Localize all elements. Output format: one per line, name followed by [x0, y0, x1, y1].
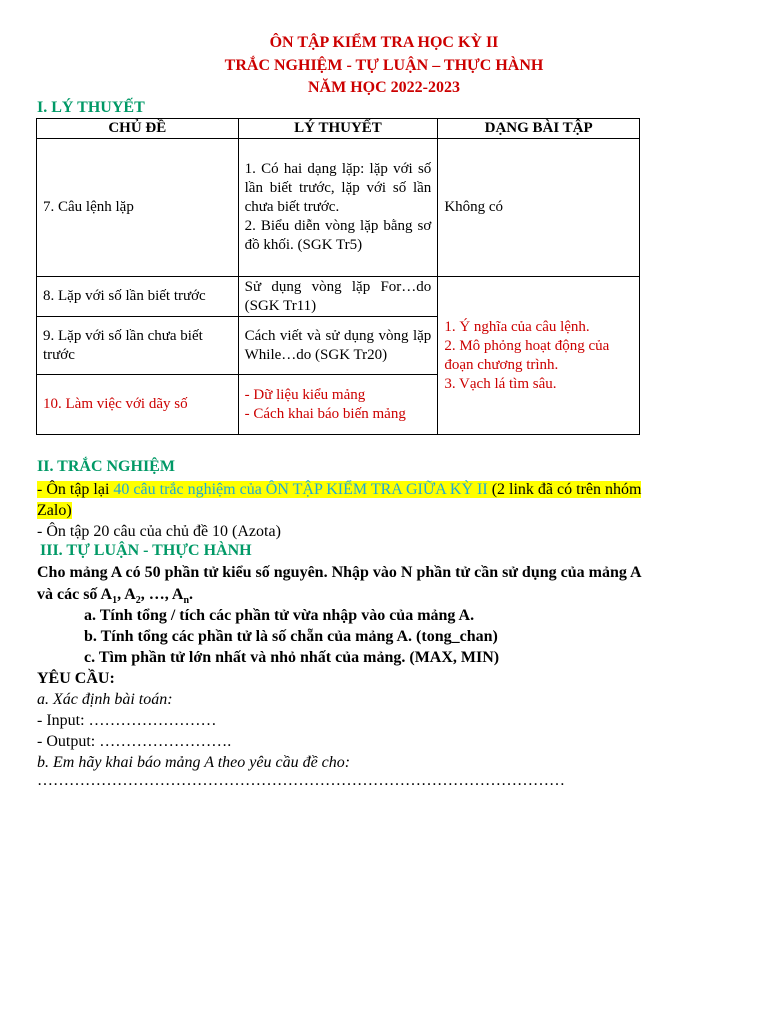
theory-text: - Cách khai báo biến mảng: [244, 405, 406, 422]
exercise-item: 2. Mô phỏng hoạt động của đoạn chương trình.: [444, 337, 610, 373]
topic-cell: 8. Lặp với số lần biết trước: [37, 277, 239, 317]
quiz-item-1-continued: [37, 500, 72, 521]
theory-text: 1. Có hai dạng lặp: lặp với số lần biết trước, lặp với số lần chưa biết trước.: [244, 161, 432, 215]
topic-cell: 7. Câu lệnh lặp: [37, 139, 239, 277]
topic-cell: 10. Làm việc với dãy số: [37, 375, 239, 435]
doc-title-line3: NĂM HỌC 2022-2023: [308, 79, 460, 96]
subscript: 2: [135, 595, 141, 607]
exercise-merged-cell: [438, 277, 640, 435]
task-b: b. Tính tổng các phần tử là số chẵn của mảng A. (tong_chan): [84, 628, 498, 645]
requirement-a: a. Xác định bài toán:: [37, 691, 173, 708]
header-theory: LÝ THUYẾT: [238, 119, 438, 139]
problem-text: , …, A: [140, 586, 184, 603]
subscript: 1: [112, 595, 118, 607]
doc-title-line1: ÔN TẬP KIỂM TRA HỌC KỲ II: [269, 34, 499, 51]
answer-dotted-line: ………………………………………………………………………………………: [37, 772, 565, 789]
table-row: [37, 277, 640, 317]
quiz-item-1: [37, 479, 641, 500]
quiz-item-1-note: (2 link đã có trên nhóm: [487, 481, 642, 498]
exercise-cell: Không có: [438, 139, 640, 277]
exercise-item: 1. Ý nghĩa của câu lệnh.: [444, 318, 590, 335]
theory-cell: Sử dụng vòng lặp For…do (SGK Tr11): [238, 277, 438, 317]
quiz-item-1-note-end: Zalo): [37, 502, 72, 519]
problem-statement-line1: Cho mảng A có 50 phần tử kiểu số nguyên. Nhập vào N phần tử cần sử dụng của mảng A: [37, 564, 642, 581]
section-essay-heading: III. TỰ LUẬN - THỰC HÀNH: [40, 542, 252, 559]
theory-table: [36, 118, 640, 435]
quiz-item-1-link-title: ÔN TẬP KIỂM TRA GIỮA KỲ II: [265, 481, 488, 498]
theory-cell: [238, 139, 438, 277]
input-line: - Input: ……………………: [37, 712, 217, 729]
output-line: - Output: …………………….: [37, 733, 232, 750]
table-row: [37, 139, 640, 277]
task-c: c. Tìm phần tử lớn nhất và nhỏ nhất của mảng. (MAX, MIN): [84, 649, 500, 666]
task-a: a. Tính tổng / tích các phần tử vừa nhập vào của mảng A.: [84, 607, 475, 624]
theory-text: 2. Biểu diễn vòng lặp bằng sơ đồ khối. (SGK Tr5): [244, 218, 432, 253]
requirement-b: b. Em hãy khai báo mảng A theo yêu cầu đề cho:: [37, 754, 351, 771]
table-header-row: [37, 119, 640, 139]
doc-title-line2: TRẮC NGHIỆM - TỰ LUẬN – THỰC HÀNH: [224, 57, 544, 74]
theory-cell: Cách viết và sử dụng vòng lặp While…do (SGK Tr20): [238, 317, 438, 375]
problem-text: .: [189, 586, 194, 603]
section-quiz-heading: II. TRẮC NGHIỆM: [37, 458, 175, 475]
theory-cell: [238, 375, 438, 435]
topic-cell: 9. Lặp với số lần chưa biết trước: [37, 317, 239, 375]
subscript: n: [183, 595, 190, 607]
header-topic: CHỦ ĐỀ: [37, 119, 239, 139]
quiz-item-2: - Ôn tập 20 câu của chủ đề 10 (Azota): [37, 523, 281, 540]
requirements-heading: YÊU CẦU:: [37, 670, 115, 687]
quiz-item-1-prefix: - Ôn tập lại: [37, 481, 114, 498]
problem-text: và các số A: [37, 586, 113, 603]
header-exercise: DẠNG BÀI TẬP: [438, 119, 640, 139]
exercise-item: 3. Vạch lá tìm sâu.: [444, 375, 557, 392]
quiz-item-1-link-text: 40 câu trắc nghiệm của: [113, 481, 266, 498]
problem-text: , A: [117, 586, 136, 603]
theory-text: - Dữ liệu kiểu mảng: [244, 386, 366, 403]
section-theory-heading: I. LÝ THUYẾT: [37, 99, 145, 116]
